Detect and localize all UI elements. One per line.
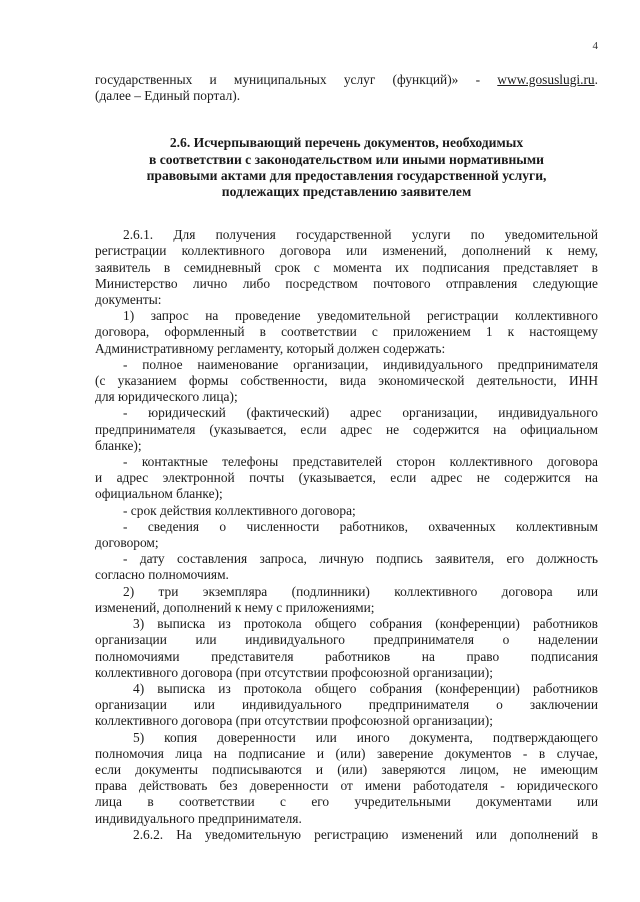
body-text-line: (с указанием формы собственности, вида экономической деятельности, ИНН — [95, 373, 598, 389]
body-text-line: - дату составления запроса, личную подпись заявителя, его должность — [123, 551, 598, 567]
body-text-line: коллективного договора (при отсутствии профсоюзной организации); — [95, 664, 493, 680]
body-text-line: - юридический (фактический) адрес организации, индивидуального — [123, 405, 598, 421]
body-text-line: бланке); — [95, 437, 142, 453]
body-text-line: полномочиями представителя работников на право подписания — [95, 648, 598, 664]
body-text-line: 2) три экземпляра (подлинники) коллективного договора или — [123, 583, 598, 599]
body-text-line: Министерство лично либо посредством почтового отправления следующие — [95, 275, 598, 291]
body-text-line: организации или индивидуального предпринимателя о наделении — [95, 632, 598, 648]
body-text-line: 4) выписка из протокола общего собрания (конференции) работников — [133, 680, 598, 696]
section-body-text — [95, 227, 598, 843]
page-number: 4 — [592, 40, 598, 52]
heading-line: правовыми актами для предоставления государственной услуги, — [146, 167, 547, 183]
intro-line: государственных и муниципальных услуг (функций)» - www.gosuslugi.ru. — [95, 72, 598, 87]
body-text-line: - контактные телефоны представителей сторон коллективного договора — [123, 454, 598, 470]
body-text-line: если документы подписываются и (или) заверяются лицом, не имеющим — [95, 761, 598, 777]
body-text-line: официальном бланке); — [95, 486, 223, 502]
body-text-line: 1) запрос на проведение уведомительной регистрации коллективного — [123, 308, 598, 324]
body-text-line: 5) копия доверенности или иного документа, подтверждающего — [133, 729, 598, 745]
body-text-line: изменений, дополнений к нему с приложениями; — [95, 599, 375, 615]
body-text-line: 2.6.2. На уведомительную регистрацию изменений или дополнений в — [133, 826, 598, 842]
body-text-line: договора, оформленный в соответствии с приложением 1 к настоящему — [95, 324, 598, 340]
heading-line: подлежащих представлению заявителем — [221, 184, 472, 200]
body-text-line: документы: — [95, 292, 162, 308]
gosuslugi-link[interactable]: www.gosuslugi.ru — [497, 72, 595, 87]
body-text-line: коллективного договора (при отсутствии профсоюзной организации); — [95, 713, 493, 729]
body-text-line: согласно полномочиям. — [95, 567, 229, 583]
intro-paragraph — [95, 72, 598, 104]
heading-line: 2.6. Исчерпывающий перечень документов, необходимых — [169, 135, 524, 151]
body-text-line: - сведения о численности работников, охваченных коллективным — [123, 518, 598, 534]
body-text-line: организации или индивидуального предпринимателя о заключении — [95, 697, 598, 713]
body-text-line: полномочия лица на подписание и (или) заверение документов - в случае, — [95, 745, 598, 761]
body-text-line: - полное наименование организации, индивидуального предпринимателя — [123, 356, 598, 372]
intro-line: (далее – Единый портал). — [95, 88, 241, 104]
document-body — [95, 72, 598, 843]
heading-line: в соответствии с законодательством или иными нормативными — [148, 151, 545, 167]
body-text-line: договором; — [95, 535, 159, 551]
body-text-line: права действовать без доверенности от имени работодателя - юридического — [95, 778, 598, 794]
body-text-line: для юридического лица); — [95, 389, 238, 405]
body-text-line: регистрации коллективного договора или изменений, дополнений к нему, — [95, 243, 598, 259]
body-text-line: лица в соответствии с его учредительными документами или — [95, 794, 598, 810]
body-text-line: 2.6.1. Для получения государственной услуги по уведомительной — [123, 227, 598, 243]
body-text-line: 3) выписка из протокола общего собрания (конференции) работников — [133, 616, 598, 632]
body-text-line: - срок действия коллективного договора; — [123, 502, 356, 518]
section-heading — [95, 135, 598, 200]
body-text-line: заявитель в семидневный срок с момента их подписания представляет в — [95, 259, 598, 275]
body-text-line: и адрес электронной почты (указывается, если адрес не содержится на — [95, 470, 598, 486]
body-text-line: индивидуального предпринимателя. — [95, 810, 302, 826]
body-text-line: Административному регламенту, который должен содержать: — [95, 340, 446, 356]
body-text-line: предпринимателя (указывается, если адрес не содержится на официальном — [95, 421, 598, 437]
